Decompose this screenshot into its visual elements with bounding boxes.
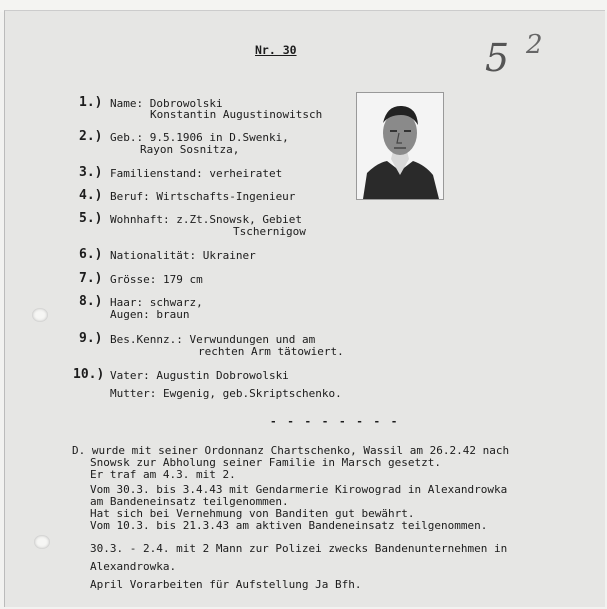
entry-residence-cont: Tschernigow <box>233 225 306 238</box>
handwritten-number: 5 <box>485 36 510 80</box>
entry-birth-cont: Rayon Sosnitza, <box>140 143 240 156</box>
narrative-line: am Bandeneinsatz teilgenommen. <box>90 495 289 508</box>
punch-hole <box>32 308 48 322</box>
entry-features: Bes.Kennz.: Verwundungen und am <box>110 333 316 346</box>
entry-number: 6.) <box>79 247 103 262</box>
entry-marital-status: Familienstand: verheiratet <box>110 167 283 180</box>
entry-number: 1.) <box>79 95 103 110</box>
entry-hair: Haar: schwarz, <box>110 296 203 309</box>
portrait-photo <box>356 92 444 200</box>
entry-number: 3.) <box>79 165 103 180</box>
entry-eyes: Augen: braun <box>110 308 190 321</box>
narrative-line: Snowsk zur Abholung seiner Familie in Marsch gesetzt. <box>90 456 441 469</box>
entry-height: Grösse: 179 cm <box>110 273 203 286</box>
entry-mother: Mutter: Ewgenig, geb.Skriptschenko. <box>110 387 342 400</box>
entry-number: 8.) <box>79 294 103 309</box>
narrative-line: D. wurde mit seiner Ordonnanz Chartschenko, Wassil am 26.2.42 nach <box>72 444 510 457</box>
entry-father: Vater: Augustin Dobrowolski <box>110 369 289 382</box>
narrative-line: Vom 10.3. bis 21.3.43 am aktiven Bandeneinsatz teilgenommen. <box>90 519 488 532</box>
entry-name: Name: Dobrowolski <box>110 97 223 110</box>
narrative-line: April Vorarbeiten für Aufstellung Ja Bfh. <box>90 578 362 591</box>
narrative-line: Vom 30.3. bis 3.4.43 mit Gendarmerie Kirowograd in Alexandrowka <box>90 483 508 496</box>
narrative-line: Alexandrowka. <box>90 560 177 573</box>
entry-residence: Wohnhaft: z.Zt.Snowsk, Gebiet <box>110 213 303 226</box>
entry-nationality: Nationalität: Ukrainer <box>110 249 256 262</box>
narrative-line: Hat sich bei Vernehmung von Banditen gut bewährt. <box>90 507 415 520</box>
entry-number: 4.) <box>79 188 103 203</box>
section-separator: - - - - - - - - <box>270 415 400 428</box>
entry-number: 5.) <box>79 211 103 226</box>
entry-profession: Beruf: Wirtschafts-Ingenieur <box>110 190 296 203</box>
narrative-line: 30.3. - 2.4. mit 2 Mann zur Polizei zwecks Bandenunternehmen in <box>90 542 508 555</box>
page-number: Nr. 30 <box>255 43 297 57</box>
entry-name-cont: Konstantin Augustinowitsch <box>150 108 323 121</box>
handwritten-number-2: 2 <box>526 30 543 60</box>
entry-number: 2.) <box>79 129 103 144</box>
punch-hole <box>34 535 50 549</box>
entry-number: 7.) <box>79 271 103 286</box>
entry-birth: Geb.: 9.5.1906 in D.Swenki, <box>110 131 289 144</box>
narrative-line: Er traf am 4.3. mit 2. <box>90 468 236 481</box>
entry-number: 9.) <box>79 331 103 346</box>
entry-features-cont: rechten Arm tätowiert. <box>198 345 344 358</box>
entry-number: 10.) <box>73 367 105 382</box>
